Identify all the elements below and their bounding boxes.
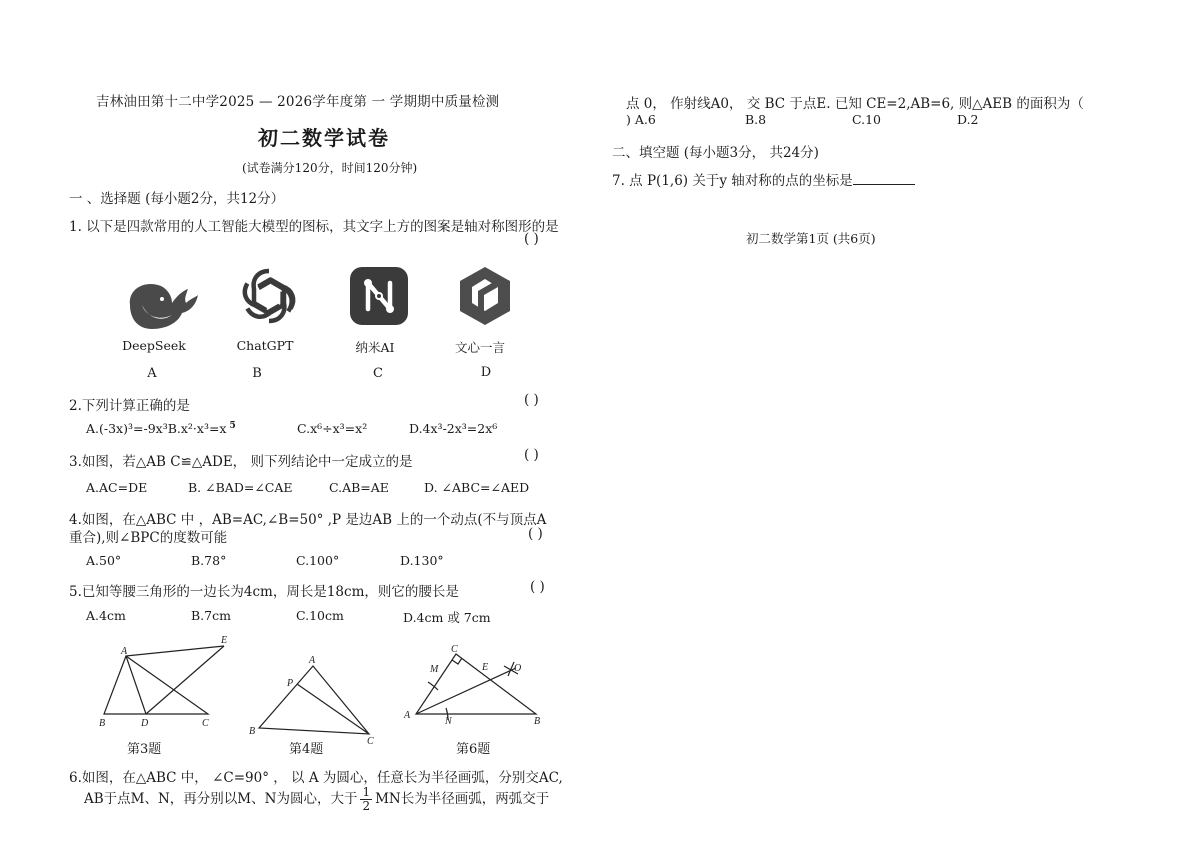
q4-option-c: C.100°	[296, 553, 340, 568]
q2-paren: ( )	[524, 392, 539, 408]
page-title: 初二数学试卷	[258, 126, 390, 150]
q6-text-line2: AB于点M、N，再分别以M、N为圆心，大于 $\frac{1}{2}$ MN长为半径画弧，两弧交于	[84, 785, 550, 813]
q3-paren: ( )	[524, 447, 539, 463]
q7-answer-blank[interactable]	[853, 172, 915, 185]
logo-letter-d: D	[480, 365, 492, 380]
fig3-label-d: D	[141, 718, 149, 729]
q1-paren: ( )	[524, 231, 539, 247]
q5-paren: ( )	[530, 579, 545, 595]
page-subtitle: (试卷满分120分，时间120分钟)	[242, 161, 418, 175]
q4-option-b: B.78°	[191, 553, 227, 568]
q6-option-d: D.2	[957, 112, 979, 127]
q3-text: 3.如图，若△AB C≌△ADE， 则下列结论中一定成立的是	[69, 454, 413, 470]
logo-letter-c: C	[373, 366, 383, 381]
school-header: 吉林油田第十二中学2025 — 2026学年度第 一 学期期中质量检测	[96, 94, 500, 110]
q2-option-d: D.4x³-2x³=2x⁶	[409, 421, 498, 436]
wenxin-logo-icon	[452, 263, 518, 329]
q6-text-line3: 点 0， 作射线A0， 交 BC 于点E. 已知 CE=2,AB=6, 则△AEB 的面积为（	[626, 96, 1084, 112]
fig6-label-m: M	[430, 664, 439, 675]
q6-option-b: B.8	[745, 112, 767, 127]
q5-text: 5.已知等腰三角形的一边长为4cm，周长是18cm，则它的腰长是	[69, 584, 459, 600]
fig3-label-b: B	[99, 718, 106, 729]
q3-option-b: B. ∠BAD=∠CAE	[188, 480, 293, 495]
q1-text: 1. 以下是四款常用的人工智能大模型的图标，其文字上方的图案是轴对称图形的是	[69, 219, 559, 235]
q3-option-d: D. ∠ABC=∠AED	[424, 480, 530, 495]
chatgpt-logo-icon	[236, 265, 302, 327]
figure-4-caption: 第4题	[289, 742, 324, 757]
figure-6-diagram	[400, 640, 550, 735]
q4-text-line2: 重合),则∠BPC的度数可能	[69, 530, 228, 546]
figure-3-caption: 第3题	[127, 742, 162, 757]
logo-label-a: DeepSeek	[122, 338, 186, 353]
q6-text-line1: 6.如图，在△ABC 中， ∠C=90° ， 以 A 为圆心，任意长为半径画弧，分别交AC,	[69, 770, 563, 786]
q3-option-a: A.AC=DE	[86, 480, 148, 495]
fig3-label-e: E	[221, 635, 228, 646]
fig6-label-o: O	[514, 663, 522, 674]
fig4-label-c: C	[367, 736, 374, 745]
q7-text: 7. 点 P(1,6) 关于y 轴对称的点的坐标是	[612, 169, 915, 189]
logo-letter-a: A	[147, 366, 157, 381]
logo-label-b: ChatGPT	[236, 338, 294, 353]
q4-text-line1: 4.如图，在△ABC 中 ，AB=AC,∠B=50° ,P 是边AB 上的一个动点(不与顶点A	[69, 512, 547, 528]
logo-letter-b: B	[252, 366, 262, 381]
section-2-heading: 二、填空题 (每小题3分， 共24分)	[612, 145, 819, 161]
q3-option-c: C.AB=AE	[329, 480, 389, 495]
fig6-label-c: C	[451, 644, 458, 655]
q6-option-c: C.10	[852, 112, 881, 127]
q5-option-c: C.10cm	[296, 608, 344, 623]
logo-label-d: 文心一言	[454, 340, 505, 355]
fig3-label-c: C	[202, 718, 209, 729]
deepseek-logo-icon	[120, 275, 200, 333]
q2-option-c: C.x⁶÷x³=x²	[297, 421, 368, 436]
fig6-label-a: A	[404, 710, 411, 721]
q2-option-ab: A.(-3x)³=-9x³B.x²·x³=x $^5$	[86, 421, 236, 437]
q5-option-a: A.4cm	[86, 608, 126, 623]
q5-option-b: B.7cm	[191, 608, 231, 623]
q6-option-a: ) A.6	[626, 112, 656, 127]
q4-option-a: A.50°	[86, 553, 122, 568]
fig6-label-e: E	[482, 662, 489, 673]
q4-paren: ( )	[528, 526, 543, 542]
fig4-label-a: A	[309, 655, 316, 666]
fig6-label-n: N	[445, 716, 452, 727]
section-1-heading: 一 、选择题 (每小题2分，共12分）	[69, 191, 285, 207]
fig4-label-b: B	[249, 726, 256, 737]
fig6-label-b: B	[534, 716, 541, 727]
fraction-half: $\frac{1}{2}$	[362, 785, 371, 813]
figure-4-diagram	[245, 650, 385, 745]
logo-label-c: 纳米AI	[355, 340, 395, 355]
q4-option-d: D.130°	[400, 553, 444, 568]
q2-text: 2.下列计算正确的是	[69, 398, 190, 414]
figure-6-caption: 第6题	[456, 742, 491, 757]
fig4-label-p: P	[287, 678, 294, 689]
page-footer: 初二数学第1页 (共6页)	[746, 231, 876, 246]
nami-ai-logo-icon	[348, 265, 410, 327]
fig3-label-a: A	[121, 646, 128, 657]
q5-option-d: D.4cm 或 7cm	[403, 610, 491, 625]
figure-3-diagram	[92, 632, 242, 732]
